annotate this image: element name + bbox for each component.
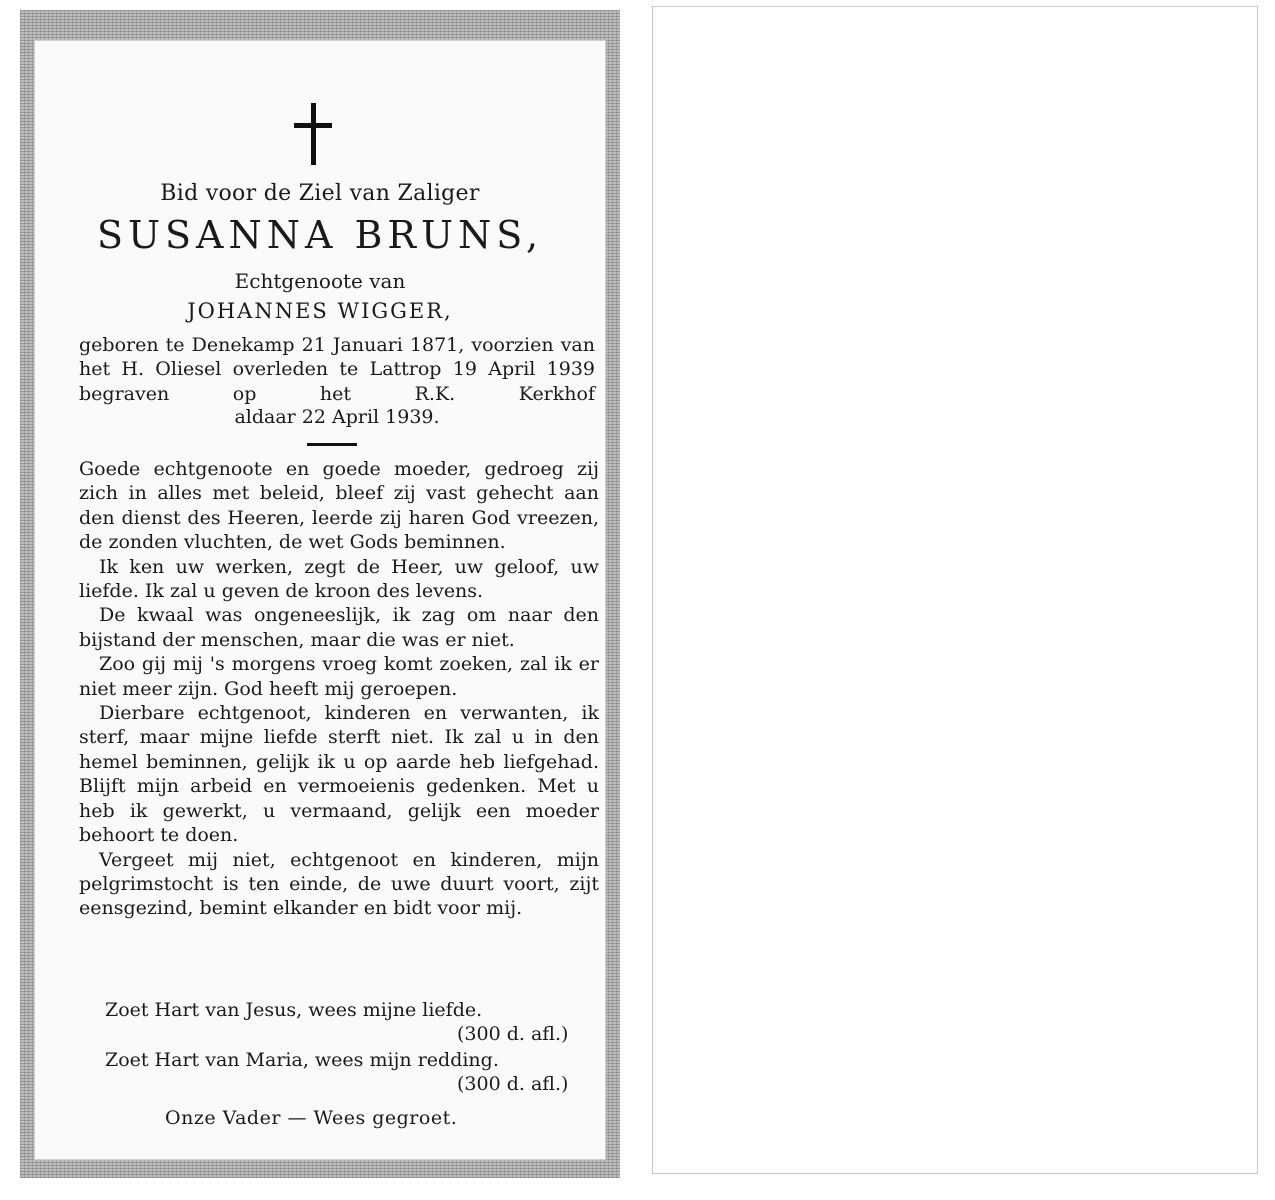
relation-text: Echtgenoote van: [234, 269, 406, 293]
indulgence-maria: (300 d. afl.): [457, 1073, 569, 1095]
memorial-card-inner: [34, 40, 606, 1160]
deceased-name: SUSANNA BRUNS,: [96, 213, 544, 257]
memorial-card: [20, 10, 620, 1178]
memorial-text: [79, 457, 599, 921]
prayer-maria: Zoet Hart van Maria, wees mijn redding.: [105, 1049, 499, 1071]
indulgence-jesus: (300 d. afl.): [457, 1023, 569, 1045]
memorial-paragraph: Vergeet mij niet, echtgenoot en kinderen, mijn pelgrimstocht is ten einde, de uwe duurt voort, zijt eensgezind, bemint elkander en bidt voor mij.: [79, 848, 599, 920]
memorial-paragraph: Ik ken uw werken, zegt de Heer, uw geloof, uw liefde. Ik zal u geven de kroon des levens.: [79, 555, 599, 603]
memorial-paragraph: Goede echtgenoote en goede moeder, gedroeg zij zich in alles met beleid, bleef zij vast gehecht aan den dienst des Heeren, leerde zij haren God vreezen, de zonden vluchten, de wet Gods beminnen.: [79, 458, 599, 554]
memorial-paragraph: De kwaal was ongeneeslijk, ik zag om naar den bijstand der menschen, maar die was er niet.: [79, 604, 599, 651]
memorial-paragraph: Dierbare echtgenoot, kinderen en verwanten, ik sterf, maar mijne liefde sterft niet. Ik zal u in den hemel beminnen, gelijk ik u op aarde heb liefgehad. Blijft mijn arbeid en vermoeienis gedenken. Met u heb ik gewerkt, u vermaand, gelijk een moeder behoort te doen.: [79, 702, 599, 847]
prayer-jesus: Zoet Hart van Jesus, wees mijne liefde.: [105, 999, 483, 1021]
biography-last-line: aldaar 22 April 1939.: [234, 406, 440, 428]
latin-cross-icon: [35, 103, 605, 173]
biography-text: geboren te Denekamp 21 Januari 1871, voorzien van het H. Oliesel overleden te Lattrop 19 April 1939 begraven op het R.K. Kerkhof: [79, 334, 595, 405]
memorial-paragraph: Zoo gij mij 's morgens vroeg komt zoeken, zal ik er niet meer zijn. God heeft mij geroepen.: [79, 653, 599, 700]
divider-rule: [307, 443, 357, 446]
card-back-blank: [652, 6, 1258, 1174]
closing-prayer: Onze Vader — Wees gegroet.: [165, 1107, 458, 1129]
invocation-text: Bid voor de Ziel van Zaliger: [160, 181, 480, 206]
spouse-name: JOHANNES WIGGER,: [187, 299, 453, 323]
